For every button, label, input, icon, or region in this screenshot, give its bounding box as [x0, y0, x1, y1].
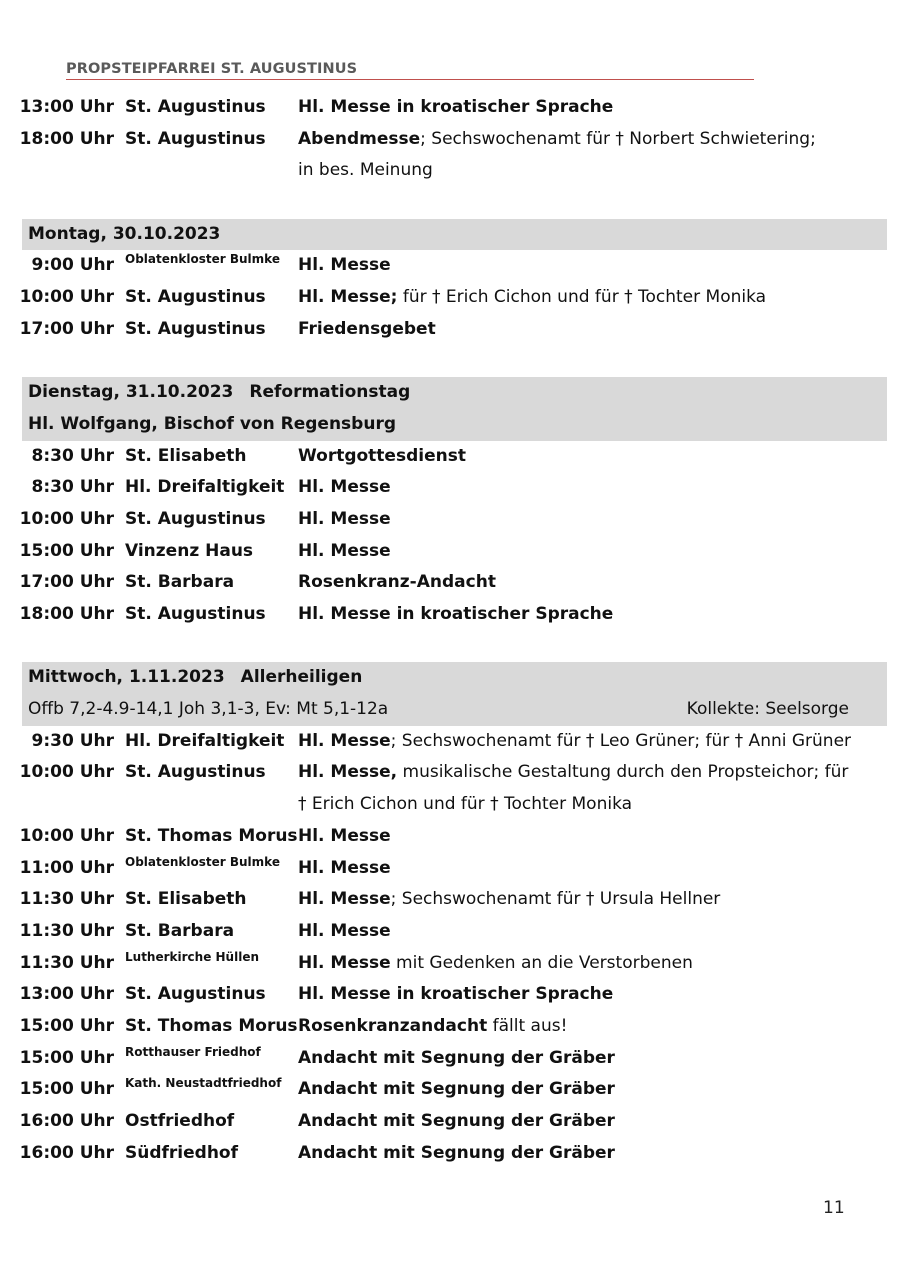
place: Kath. Neustadtfriedhof [125, 1076, 282, 1091]
place: Ostfriedhof [125, 1111, 235, 1131]
schedule-row [0, 979, 909, 1011]
place: Rotthauser Friedhof [125, 1044, 261, 1059]
description: † Erich Cichon und für † Tochter Monika [298, 794, 633, 815]
description: Hl. Messe in kroatischer Sprache [298, 984, 614, 1005]
schedule-row [0, 853, 909, 885]
description: Hl. Messe mit Gedenken an die Verstorbenen [298, 952, 693, 973]
place: St. Barbara [125, 572, 235, 593]
time: 11:30 Uhr [19, 920, 114, 941]
place: St. Augustinus [125, 762, 266, 783]
description: Andacht mit Segnung der Gräber [298, 1047, 615, 1068]
schedule-row [0, 472, 909, 504]
time: 11:30 Uhr [19, 952, 114, 973]
time: 10:00 Uhr [19, 287, 114, 308]
schedule-row [0, 726, 909, 758]
day-subheader [22, 409, 887, 441]
schedule-row [0, 1043, 909, 1075]
schedule-row [0, 789, 909, 821]
description: Hl. Messe [298, 508, 391, 529]
description: Hl. Messe in kroatischer Sprache [298, 97, 614, 117]
saint-of-day: Hl. Wolfgang, Bischof von Regensburg [28, 413, 396, 434]
description: Hl. Messe [298, 255, 391, 276]
description: Hl. Messe; Sechswochenamt für † Leo Grüner; für † Anni Grüner [298, 730, 852, 751]
place: St. Thomas Morus [125, 825, 298, 846]
schedule-row [0, 1011, 909, 1043]
time: 13:00 Uhr [19, 984, 114, 1005]
schedule-row [0, 948, 909, 980]
time: 9:00 Uhr [31, 255, 114, 276]
header-rule [66, 79, 754, 80]
place: St. Thomas Morus [125, 1015, 298, 1036]
day-header [22, 219, 887, 251]
description: in bes. Meinung [298, 160, 433, 181]
schedule-row [0, 1074, 909, 1106]
place: St. Barbara [125, 920, 235, 941]
place: Hl. Dreifaltigkeit [125, 477, 285, 498]
day-subheader [22, 694, 887, 726]
description: Hl. Messe; Sechswochenamt für † Ursula Hellner [298, 889, 721, 910]
description: Hl. Messe, musikalische Gestaltung durch den Propsteichor; für [298, 762, 849, 783]
time: 17:00 Uhr [19, 318, 114, 339]
schedule-row [0, 155, 909, 187]
time: 15:00 Uhr [19, 1015, 114, 1036]
time: 10:00 Uhr [19, 825, 114, 846]
schedule-row [0, 567, 909, 599]
place: St. Augustinus [125, 508, 266, 529]
place: St. Elisabeth [125, 445, 247, 466]
place: St. Augustinus [125, 97, 266, 117]
time: 10:00 Uhr [19, 762, 114, 783]
schedule-row [0, 124, 909, 156]
place: Oblatenkloster Bulmke [125, 252, 280, 267]
description: Hl. Messe [298, 920, 391, 941]
schedule-row [0, 536, 909, 568]
day-header [22, 377, 887, 409]
time: 15:00 Uhr [19, 1079, 114, 1100]
schedule-row [0, 821, 909, 853]
description: Rosenkranz-Andacht [298, 572, 496, 593]
day-title: Mittwoch, 1.11.2023 Allerheiligen [28, 667, 363, 688]
place: Hl. Dreifaltigkeit [125, 730, 285, 751]
description: Andacht mit Segnung der Gräber [298, 1079, 615, 1100]
place: St. Augustinus [125, 287, 266, 308]
collection: Kollekte: Seelsorge [686, 699, 849, 720]
parish-header: PROPSTEIPFARREI ST. AUGUSTINUS [66, 61, 358, 77]
place: St. Augustinus [125, 128, 266, 149]
schedule-row [0, 282, 909, 314]
time: 16:00 Uhr [19, 1142, 114, 1163]
description: Hl. Messe [298, 825, 391, 846]
description: Abendmesse; Sechswochenamt für † Norbert Schwietering; [298, 128, 816, 149]
description: Wortgottesdienst [298, 445, 466, 466]
schedule-row [0, 92, 909, 124]
time: 9:30 Uhr [31, 730, 114, 751]
description: Hl. Messe [298, 857, 391, 878]
page-number: 11 [823, 1198, 845, 1218]
description: Andacht mit Segnung der Gräber [298, 1142, 615, 1163]
schedule-row [0, 1138, 909, 1170]
schedule-row [0, 250, 909, 282]
place: Südfriedhof [125, 1142, 238, 1163]
place: Oblatenkloster Bulmke [125, 854, 280, 869]
time: 18:00 Uhr [19, 604, 114, 624]
time: 15:00 Uhr [19, 1047, 114, 1068]
place: St. Augustinus [125, 604, 266, 624]
time: 11:30 Uhr [19, 889, 114, 910]
schedule [0, 92, 909, 1169]
place: Lutherkirche Hüllen [125, 949, 260, 964]
schedule-row [0, 757, 909, 789]
time: 16:00 Uhr [19, 1111, 114, 1131]
description: Rosenkranzandacht fällt aus! [298, 1015, 568, 1036]
spacer [0, 346, 909, 378]
description: Hl. Messe; für † Erich Cichon und für † Tochter Monika [298, 287, 767, 308]
time: 18:00 Uhr [19, 128, 114, 149]
place: St. Elisabeth [125, 889, 247, 910]
description: Hl. Messe [298, 477, 391, 498]
description: Andacht mit Segnung der Gräber [298, 1111, 615, 1131]
schedule-row [0, 1106, 909, 1138]
day-title: Dienstag, 31.10.2023 Reformationstag [28, 382, 411, 403]
day-header [22, 662, 887, 694]
description: Friedensgebet [298, 318, 436, 339]
description: Hl. Messe in kroatischer Sprache [298, 604, 614, 624]
spacer [0, 187, 909, 219]
description: Hl. Messe [298, 540, 391, 561]
place: St. Augustinus [125, 984, 266, 1005]
readings: Offb 7,2-4.9-14,1 Joh 3,1-3, Ev: Mt 5,1-12a [28, 699, 389, 720]
time: 15:00 Uhr [19, 540, 114, 561]
place: Vinzenz Haus [125, 540, 254, 561]
spacer [0, 631, 909, 663]
schedule-row [0, 504, 909, 536]
day-title: Montag, 30.10.2023 [28, 223, 221, 244]
schedule-row [0, 916, 909, 948]
time: 8:30 Uhr [31, 445, 114, 466]
time: 11:00 Uhr [19, 857, 114, 878]
feast-name: Reformationstag [249, 382, 411, 403]
schedule-row [0, 599, 909, 631]
time: 8:30 Uhr [31, 477, 114, 498]
feast-name: Allerheiligen [240, 667, 363, 688]
schedule-row [0, 884, 909, 916]
schedule-row [0, 314, 909, 346]
place: St. Augustinus [125, 318, 266, 339]
time: 10:00 Uhr [19, 508, 114, 529]
schedule-row [0, 441, 909, 473]
time: 17:00 Uhr [19, 572, 114, 593]
time: 13:00 Uhr [19, 97, 114, 117]
